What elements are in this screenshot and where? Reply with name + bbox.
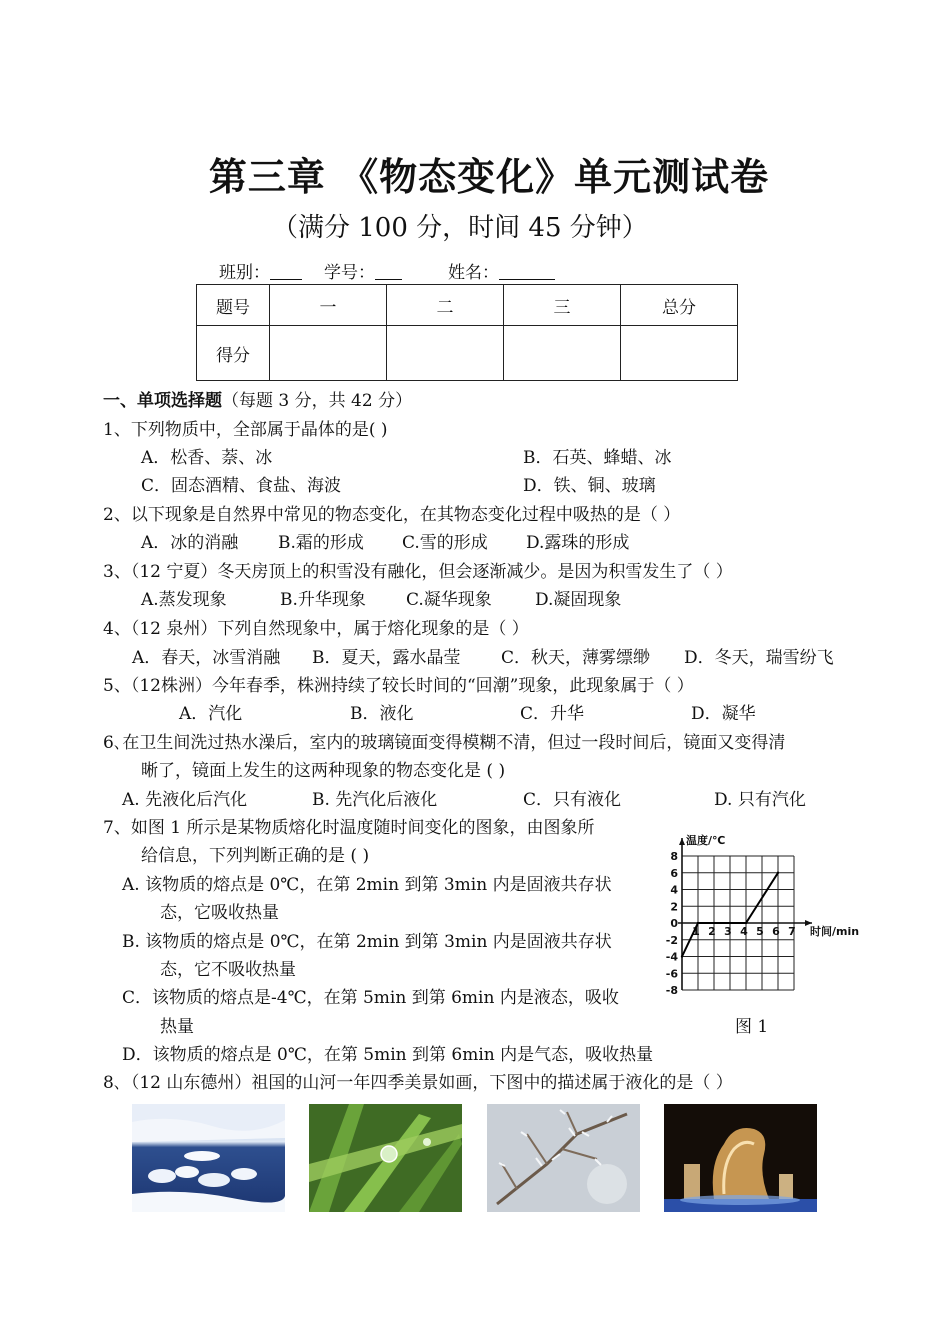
q3-option-c[interactable]: C.凝华现象	[406, 590, 492, 610]
q1-option-c[interactable]: C．固态酒精、食盐、海波	[141, 476, 342, 496]
name-blank[interactable]	[499, 263, 555, 280]
q6-option-a[interactable]: A. 先液化后汽化	[122, 790, 248, 810]
data-point	[777, 872, 779, 874]
question-7: 7、如图 1 所示是某物质熔化时温度随时间变化的图象，由图象所	[103, 818, 595, 838]
q2-option-a[interactable]: A．冰的消融	[141, 533, 239, 553]
class-label: 班别：	[219, 263, 270, 283]
x-tick-label: 2	[708, 925, 716, 938]
score-table-col: 二	[387, 285, 504, 326]
question-8: 8､（12 山东德州）祖国的山河一年四季美景如画，下图中的描述属于液化的是（ ）	[103, 1073, 733, 1093]
dew-on-grass-icon[interactable]	[309, 1104, 462, 1212]
q2-option-d[interactable]: D.露珠的形成	[526, 533, 630, 553]
data-point	[745, 922, 747, 924]
id-label: 学号：	[324, 263, 375, 283]
score-table-col: 三	[504, 285, 621, 326]
score-label: 得分	[197, 326, 270, 381]
class-field	[219, 258, 302, 283]
q3-option-a[interactable]: A.蒸发现象	[141, 590, 227, 610]
score-cell[interactable]	[387, 326, 504, 381]
page-subtitle: （满分 100 分，时间 45 分钟）	[272, 213, 648, 243]
q3-option-d[interactable]: D.凝固现象	[535, 590, 622, 610]
y-tick-label: -6	[665, 967, 678, 981]
q6-option-b[interactable]: B. 先汽化后液化	[312, 790, 438, 810]
q6-option-c[interactable]: C．只有液化	[523, 790, 622, 810]
score-table-col: 一	[270, 285, 387, 326]
q7-option-a[interactable]: A. 该物质的熔点是 0℃，在第 2min 到第 3min 内是固液共存状	[122, 875, 612, 895]
q6-option-d[interactable]: D. 只有汽化	[714, 790, 806, 810]
y-tick-label: -2	[665, 933, 678, 947]
id-field	[324, 258, 402, 283]
frost-branch-icon[interactable]	[487, 1104, 640, 1212]
q2-option-b[interactable]: B.霜的形成	[278, 533, 364, 553]
data-point	[697, 922, 699, 924]
y-axis-arrow	[679, 838, 685, 845]
section-title: 一、单项选择题	[103, 391, 222, 411]
q5-option-b[interactable]: B．液化	[350, 704, 414, 724]
question-4: 4、（12 泉州）下列自然现象中，属于熔化现象的是（ ）	[103, 619, 529, 639]
q7-option-d[interactable]: D．该物质的熔点是 0℃，在第 5min 到第 6min 内是气态，吸收热量	[122, 1045, 654, 1065]
class-blank[interactable]	[270, 263, 302, 280]
section-note: （每题 3 分，共 42 分）	[222, 391, 413, 411]
q7-option-c[interactable]: C．该物质的熔点是-4℃，在第 5min 到第 6min 内是液态，吸收	[122, 988, 619, 1008]
question-2: 2、以下现象是自然界中常见的物态变化，在其物态变化过程中吸热的是（ ）	[103, 505, 681, 525]
x-tick-label: 6	[772, 925, 780, 938]
q5-option-c[interactable]: C．升华	[520, 704, 585, 724]
score-table-header: 题号	[197, 285, 270, 326]
question-6: 6､在卫生间洗过热水澡后，室内的玻璃镜面变得模糊不清，但过一段时间后，镜面又变得清	[103, 733, 786, 753]
y-tick-label: 6	[670, 866, 678, 880]
score-table	[196, 284, 738, 381]
y-tick-label: -4	[665, 950, 678, 964]
score-cell[interactable]	[270, 326, 387, 381]
q5-option-a[interactable]: A．汽化	[179, 704, 243, 724]
y-tick-label: -8	[665, 984, 678, 997]
temperature-time-chart	[650, 818, 890, 1014]
q7-option-a-cont: 态，它吸收热量	[160, 903, 279, 923]
question-5: 5、（12株洲）今年春季，株洲持续了较长时间的“回潮”现象，此现象属于（ ）	[103, 676, 694, 696]
question-1: 1、下列物质中，全部属于晶体的是( )	[103, 420, 388, 440]
q1-option-a[interactable]: A．松香、萘、冰	[141, 448, 273, 468]
x-tick-label: 5	[756, 925, 764, 938]
id-blank[interactable]	[375, 263, 402, 280]
data-point	[681, 955, 683, 957]
q7-option-b-cont: 态，它不吸收热量	[160, 960, 296, 980]
q5-option-d[interactable]: D．凝华	[691, 704, 756, 724]
x-tick-label: 1	[692, 925, 700, 938]
y-tick-label: 0	[670, 917, 678, 930]
ice-sculpture-icon[interactable]	[664, 1104, 817, 1212]
q2-option-c[interactable]: C.雪的形成	[402, 533, 488, 553]
x-tick-label: 7	[788, 925, 796, 938]
name-field	[448, 258, 555, 283]
question-6-cont: 晰了，镜面上发生的这两种现象的物态变化是 ( )	[141, 761, 506, 781]
page-title: 第三章 《物态变化》单元测试卷	[208, 154, 770, 199]
q1-option-d[interactable]: D．铁、铜、玻璃	[523, 476, 656, 496]
section-heading	[103, 386, 412, 411]
y-axis-label: 温度/℃	[686, 834, 726, 847]
q7-option-c-cont: 热量	[160, 1017, 194, 1037]
q4-option-c[interactable]: C．秋天，薄雾缥缈	[501, 648, 651, 668]
question-3: 3、（12 宁夏）冬天房顶上的积雪没有融化，但会逐渐减少。是因为积雪发生了（ ）	[103, 562, 733, 582]
y-tick-label: 2	[670, 900, 678, 914]
q4-option-d[interactable]: D．冬天，瑞雪纷飞	[684, 648, 834, 668]
score-cell[interactable]	[504, 326, 621, 381]
score-table-col: 总分	[621, 285, 738, 326]
snow-river-icon[interactable]	[132, 1104, 285, 1212]
x-tick-label: 4	[740, 925, 748, 938]
name-label: 姓名：	[448, 263, 499, 283]
q4-option-b[interactable]: B．夏天，露水晶莹	[312, 648, 461, 668]
q7-option-b[interactable]: B. 该物质的熔点是 0℃，在第 2min 到第 3min 内是固液共存状	[122, 932, 612, 952]
q3-option-b[interactable]: B.升华现象	[280, 590, 366, 610]
x-axis-label: 时间/min	[810, 925, 860, 938]
y-tick-label: 8	[670, 850, 678, 863]
score-cell[interactable]	[621, 326, 738, 381]
data-point	[729, 922, 731, 924]
y-tick-label: 4	[670, 883, 678, 897]
question-7-cont: 给信息，下列判断正确的是 ( )	[141, 846, 370, 866]
q4-option-a[interactable]: A．春天，冰雪消融	[132, 648, 281, 668]
x-tick-label: 3	[724, 925, 732, 938]
q1-option-b[interactable]: B．石英、蜂蜡、冰	[523, 448, 672, 468]
figure-caption: 图 1	[735, 1017, 769, 1037]
